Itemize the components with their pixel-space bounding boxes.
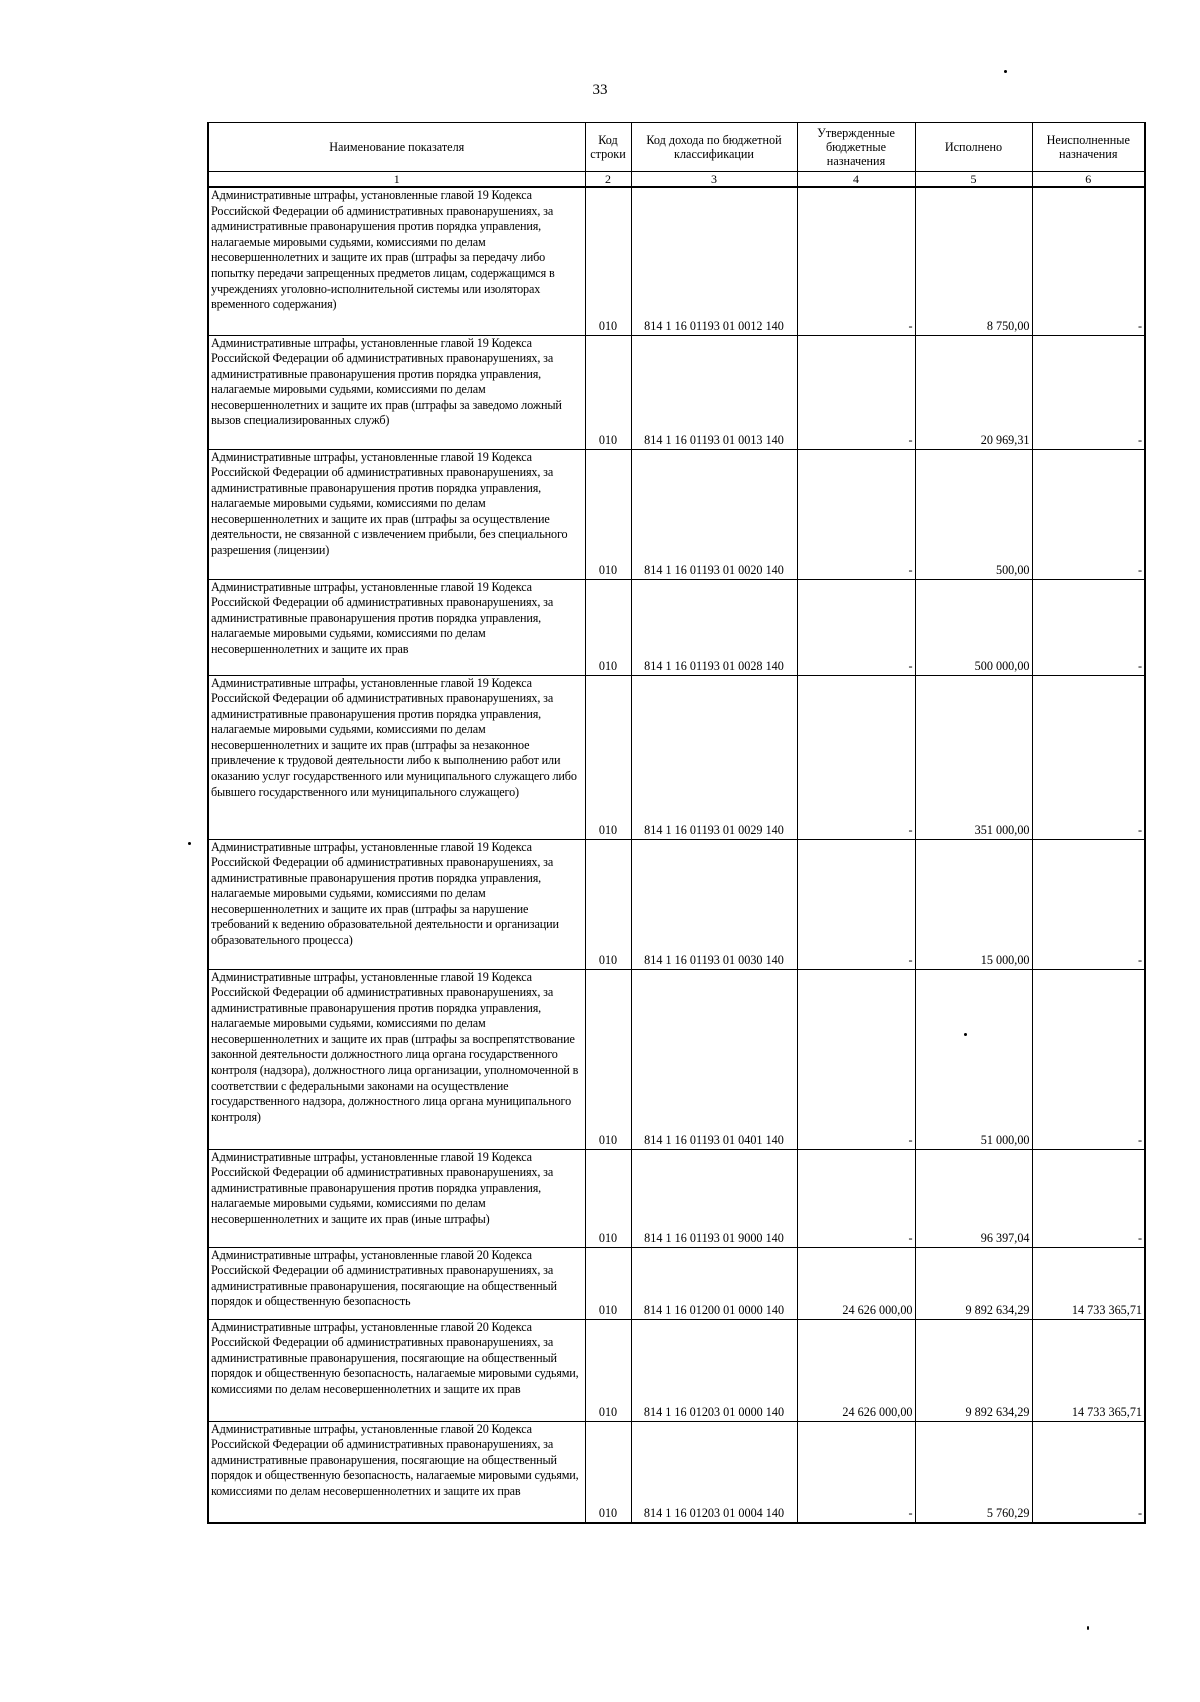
row-executed: 15 000,00 bbox=[915, 839, 1032, 969]
budget-income-table bbox=[207, 122, 1146, 1524]
row-approved: - bbox=[797, 579, 915, 675]
row-executed: 5 760,29 bbox=[915, 1421, 1032, 1523]
row-executed: 9 892 634,29 bbox=[915, 1247, 1032, 1319]
row-executed: 8 750,00 bbox=[915, 187, 1032, 335]
header-unexecuted: Неисполненные назначения bbox=[1032, 123, 1145, 172]
column-number: 1 bbox=[208, 172, 585, 188]
row-name: Административные штрафы, установленные главой 19 Кодекса Российской Федерации об административных правонарушениях, за административные правонарушения против порядка управления, налагаемые мировыми судьями, комиссиями по делам несовершеннолетних и защите их прав (штрафы за воспрепятствование законной деятельности должностного лица органа государственного контроля (надзора), должностного лица организации, уполномоченной в соответствии с федеральными законами на осуществление государственного надзора, должностного лица органа муниципального контроля) bbox=[208, 969, 585, 1149]
row-line-code: 010 bbox=[585, 579, 631, 675]
row-approved: 24 626 000,00 bbox=[797, 1247, 915, 1319]
row-income-code: 814 1 16 01193 01 0012 140 bbox=[631, 187, 797, 335]
table-header bbox=[208, 123, 1145, 188]
row-approved: - bbox=[797, 1421, 915, 1523]
row-unexecuted: - bbox=[1032, 187, 1145, 335]
row-approved: - bbox=[797, 969, 915, 1149]
row-income-code: 814 1 16 01193 01 0020 140 bbox=[631, 449, 797, 579]
table-row bbox=[208, 1421, 1145, 1523]
row-name: Административные штрафы, установленные главой 19 Кодекса Российской Федерации об административных правонарушениях, за административные правонарушения против порядка управления, налагаемые мировыми судьями, комиссиями по делам несовершеннолетних и защите их прав bbox=[208, 579, 585, 675]
page-number: 33 bbox=[592, 82, 608, 98]
row-name: Административные штрафы, установленные главой 19 Кодекса Российской Федерации об административных правонарушениях, за административные правонарушения против порядка управления, налагаемые мировыми судьями, комиссиями по делам несовершеннолетних и защите их прав (штрафы за осуществление деятельности, не связанной с извлечением прибыли, без специального разрешения (лицензии) bbox=[208, 449, 585, 579]
table-body bbox=[208, 187, 1145, 1523]
row-line-code: 010 bbox=[585, 839, 631, 969]
row-name: Административные штрафы, установленные главой 19 Кодекса Российской Федерации об административных правонарушениях, за административные правонарушения против порядка управления, налагаемые мировыми судьями, комиссиями по делам несовершеннолетних и защите их прав (штрафы за нарушение требований к ведению образовательной деятельности и организации образовательного процесса) bbox=[208, 839, 585, 969]
row-line-code: 010 bbox=[585, 449, 631, 579]
row-name: Административные штрафы, установленные главой 20 Кодекса Российской Федерации об административных правонарушениях, за административные правонарушения, посягающие на общественный порядок и общественную безопасность bbox=[208, 1247, 585, 1319]
scan-speck bbox=[188, 842, 191, 845]
table-row bbox=[208, 187, 1145, 335]
row-approved: 24 626 000,00 bbox=[797, 1319, 915, 1421]
row-unexecuted: - bbox=[1032, 1149, 1145, 1247]
row-line-code: 010 bbox=[585, 187, 631, 335]
row-approved: - bbox=[797, 1149, 915, 1247]
row-income-code: 814 1 16 01193 01 9000 140 bbox=[631, 1149, 797, 1247]
row-name: Административные штрафы, установленные главой 20 Кодекса Российской Федерации об административных правонарушениях, за административные правонарушения, посягающие на общественный порядок и общественную безопасность, налагаемые мировыми судьями, комиссиями по делам несовершеннолетних и защите их прав bbox=[208, 1319, 585, 1421]
row-line-code: 010 bbox=[585, 1319, 631, 1421]
row-line-code: 010 bbox=[585, 1149, 631, 1247]
row-name: Административные штрафы, установленные главой 19 Кодекса Российской Федерации об административных правонарушениях, за административные правонарушения против порядка управления, налагаемые мировыми судьями, комиссиями по делам несовершеннолетних и защите их прав (штрафы за заведомо ложный вызов специализированных служб) bbox=[208, 335, 585, 449]
row-unexecuted: - bbox=[1032, 1421, 1145, 1523]
row-income-code: 814 1 16 01193 01 0029 140 bbox=[631, 675, 797, 839]
row-name: Административные штрафы, установленные главой 19 Кодекса Российской Федерации об административных правонарушениях, за административные правонарушения против порядка управления, налагаемые мировыми судьями, комиссиями по делам несовершеннолетних и защите их прав (штрафы за передачу либо попытку передачи запрещенных предметов лицам, содержащимся в учреждениях уголовно-исполнительной системы или изоляторах временного содержания) bbox=[208, 187, 585, 335]
scan-speck bbox=[1087, 1626, 1089, 1630]
row-income-code: 814 1 16 01203 01 0000 140 bbox=[631, 1319, 797, 1421]
column-number: 6 bbox=[1032, 172, 1145, 188]
row-income-code: 814 1 16 01203 01 0004 140 bbox=[631, 1421, 797, 1523]
row-approved: - bbox=[797, 335, 915, 449]
header-income-code: Код дохода по бюджетной классификации bbox=[631, 123, 797, 172]
row-approved: - bbox=[797, 449, 915, 579]
column-number: 3 bbox=[631, 172, 797, 188]
row-name: Административные штрафы, установленные главой 19 Кодекса Российской Федерации об административных правонарушениях, за административные правонарушения против порядка управления, налагаемые мировыми судьями, комиссиями по делам несовершеннолетних и защите их прав (штрафы за незаконное привлечение к трудовой деятельности либо к выполнению работ или оказанию услуг государственного или муниципального служащего либо бывшего государственного или муниципального служащего) bbox=[208, 675, 585, 839]
column-number: 4 bbox=[797, 172, 915, 188]
row-unexecuted: - bbox=[1032, 839, 1145, 969]
header-line-code: Код строки bbox=[585, 123, 631, 172]
column-number: 5 bbox=[915, 172, 1032, 188]
row-approved: - bbox=[797, 839, 915, 969]
row-executed: 51 000,00 bbox=[915, 969, 1032, 1149]
table-row bbox=[208, 1247, 1145, 1319]
row-approved: - bbox=[797, 187, 915, 335]
row-approved: - bbox=[797, 675, 915, 839]
row-executed: 9 892 634,29 bbox=[915, 1319, 1032, 1421]
header-executed: Исполнено bbox=[915, 123, 1032, 172]
row-income-code: 814 1 16 01193 01 0401 140 bbox=[631, 969, 797, 1149]
row-executed: 500 000,00 bbox=[915, 579, 1032, 675]
row-income-code: 814 1 16 01193 01 0013 140 bbox=[631, 335, 797, 449]
row-line-code: 010 bbox=[585, 335, 631, 449]
row-executed: 351 000,00 bbox=[915, 675, 1032, 839]
table-row bbox=[208, 1149, 1145, 1247]
table-row bbox=[208, 449, 1145, 579]
row-unexecuted: - bbox=[1032, 969, 1145, 1149]
table-row bbox=[208, 579, 1145, 675]
row-executed: 20 969,31 bbox=[915, 335, 1032, 449]
row-name: Административные штрафы, установленные главой 20 Кодекса Российской Федерации об административных правонарушениях, за административные правонарушения, посягающие на общественный порядок и общественную безопасность, налагаемые мировыми судьями, комиссиями по делам несовершеннолетних и защите их прав bbox=[208, 1421, 585, 1523]
table-row bbox=[208, 335, 1145, 449]
row-unexecuted: - bbox=[1032, 449, 1145, 579]
header-name: Наименование показателя bbox=[208, 123, 585, 172]
row-line-code: 010 bbox=[585, 1247, 631, 1319]
row-unexecuted: - bbox=[1032, 335, 1145, 449]
row-name: Административные штрафы, установленные главой 19 Кодекса Российской Федерации об административных правонарушениях, за административные правонарушения против порядка управления, налагаемые мировыми судьями, комиссиями по делам несовершеннолетних и защите их прав (иные штрафы) bbox=[208, 1149, 585, 1247]
row-unexecuted: 14 733 365,71 bbox=[1032, 1247, 1145, 1319]
row-line-code: 010 bbox=[585, 969, 631, 1149]
row-income-code: 814 1 16 01193 01 0028 140 bbox=[631, 579, 797, 675]
row-unexecuted: 14 733 365,71 bbox=[1032, 1319, 1145, 1421]
row-income-code: 814 1 16 01193 01 0030 140 bbox=[631, 839, 797, 969]
table-row bbox=[208, 1319, 1145, 1421]
row-income-code: 814 1 16 01200 01 0000 140 bbox=[631, 1247, 797, 1319]
scan-speck bbox=[1004, 70, 1007, 73]
table-row bbox=[208, 675, 1145, 839]
row-line-code: 010 bbox=[585, 675, 631, 839]
scan-speck bbox=[964, 1033, 967, 1036]
table-row bbox=[208, 839, 1145, 969]
row-unexecuted: - bbox=[1032, 675, 1145, 839]
table-row bbox=[208, 969, 1145, 1149]
header-approved: Утвержденные бюджетные назначения bbox=[797, 123, 915, 172]
row-executed: 96 397,04 bbox=[915, 1149, 1032, 1247]
row-line-code: 010 bbox=[585, 1421, 631, 1523]
row-executed: 500,00 bbox=[915, 449, 1032, 579]
column-number: 2 bbox=[585, 172, 631, 188]
row-unexecuted: - bbox=[1032, 579, 1145, 675]
